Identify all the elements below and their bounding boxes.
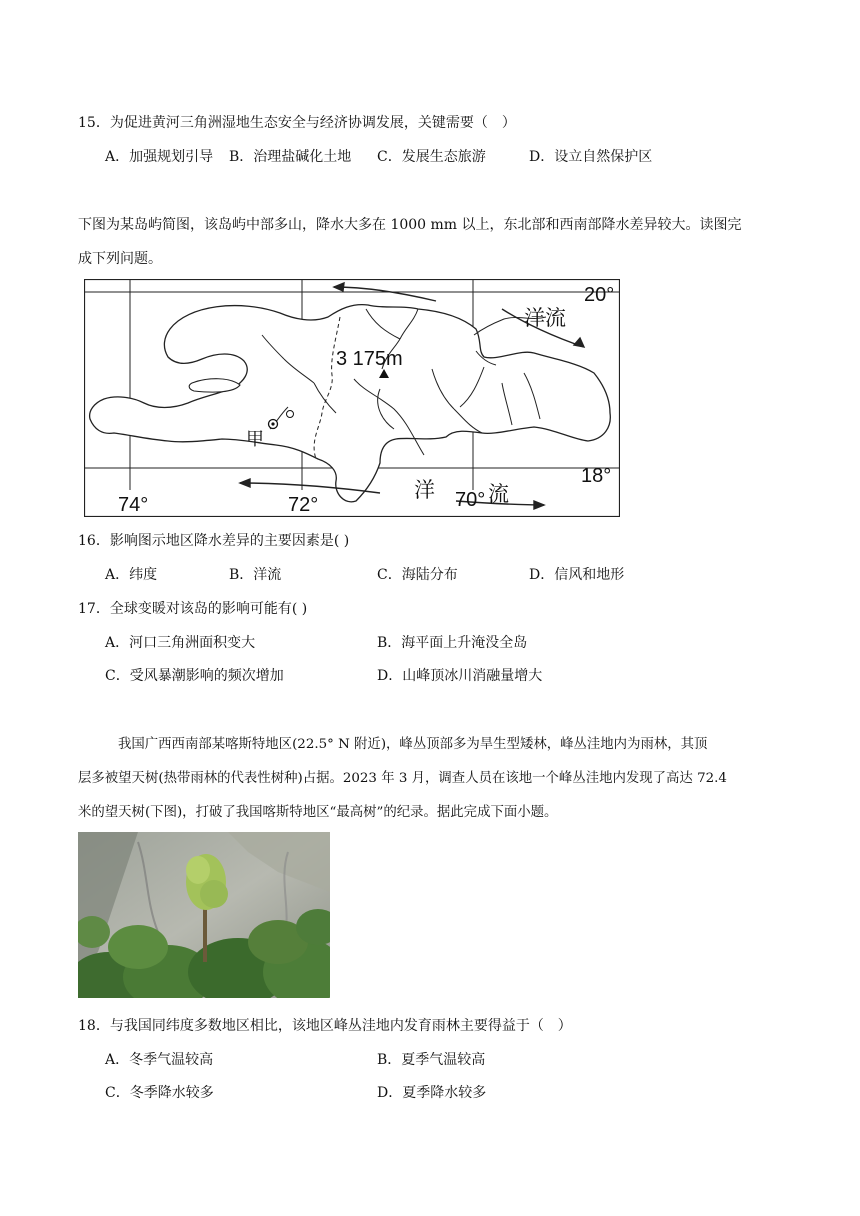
q15-option-d[interactable]: D．设立自然保护区 <box>529 149 653 165</box>
lat-20-label: 20° <box>584 284 615 306</box>
current-label-northeast: 洋流 <box>524 306 566 330</box>
q17-option-c[interactable]: C．受风暴潮影响的频次增加 <box>105 668 284 684</box>
q16-option-d[interactable]: D．信风和地形 <box>529 567 625 583</box>
q16-option-a[interactable]: A．纬度 <box>105 567 158 583</box>
passage-1-line-2: 成下列问题。 <box>78 251 162 267</box>
place-jia-label: 甲 <box>246 429 264 450</box>
passage-2-line-2: 层多被望天树(热带雨林的代表性树种)占据。2023 年 3 月，调查人员在该地一个峰丛洼地内发现了高达 72.4 <box>78 771 727 786</box>
island-map <box>84 279 620 517</box>
peak-elevation-label: 3 175m <box>336 348 403 370</box>
lat-18-label: 18° <box>581 465 612 487</box>
passage-1-line-1: 下图为某岛屿简图，该岛屿中部多山，降水大多在 1000 mm 以上，东北部和西南部降水差异较大。读图完 <box>78 217 742 233</box>
question-15-stem: 15．为促进黄河三角洲湿地生态安全与经济协调发展，关键需要（ ） <box>78 115 516 131</box>
question-18-stem: 18．与我国同纬度多数地区相比，该地区峰丛洼地内发育雨林主要得益于（ ） <box>78 1018 572 1034</box>
q15-option-b[interactable]: B．治理盐碱化土地 <box>229 149 352 165</box>
q17-option-d[interactable]: D．山峰顶冰川消融量增大 <box>377 668 543 684</box>
q18-option-c[interactable]: C．冬季降水较多 <box>105 1085 214 1101</box>
q18-option-b[interactable]: B．夏季气温较高 <box>377 1052 486 1068</box>
q15-option-c[interactable]: C．发展生态旅游 <box>377 149 486 165</box>
question-16-stem: 16．影响图示地区降水差异的主要因素是( ) <box>78 533 350 549</box>
lon-70-label: 70° <box>455 489 486 511</box>
rainforest-photo <box>78 832 330 998</box>
q16-option-c[interactable]: C．海陆分布 <box>377 567 458 583</box>
passage-2-line-3: 米的望天树(下图)，打破了我国喀斯特地区“最高树”的纪录。据此完成下面小题。 <box>78 805 558 820</box>
place-marker-dot <box>271 422 274 425</box>
q17-option-b[interactable]: B．海平面上升淹没全岛 <box>377 635 528 651</box>
current-label-south-1: 洋 <box>414 478 435 502</box>
q18-option-a[interactable]: A．冬季气温较高 <box>105 1052 214 1068</box>
lon-72-label: 72° <box>288 494 319 516</box>
q16-option-b[interactable]: B．洋流 <box>229 567 282 583</box>
current-label-south-2: 流 <box>488 482 509 506</box>
q17-option-a[interactable]: A．河口三角洲面积变大 <box>105 635 256 651</box>
passage-2-line-1: 我国广西西南部某喀斯特地区(22.5° N 附近)，峰丛顶部多为旱生型矮林，峰丛洼地内为雨林，其顶 <box>118 737 708 752</box>
question-17-stem: 17．全球变暖对该岛的影响可能有( ) <box>78 601 308 617</box>
lon-74-label: 74° <box>118 494 149 516</box>
q15-option-a[interactable]: A．加强规划引导 <box>105 149 214 165</box>
lake-marker <box>287 411 294 418</box>
q18-option-d[interactable]: D．夏季降水较多 <box>377 1085 487 1101</box>
